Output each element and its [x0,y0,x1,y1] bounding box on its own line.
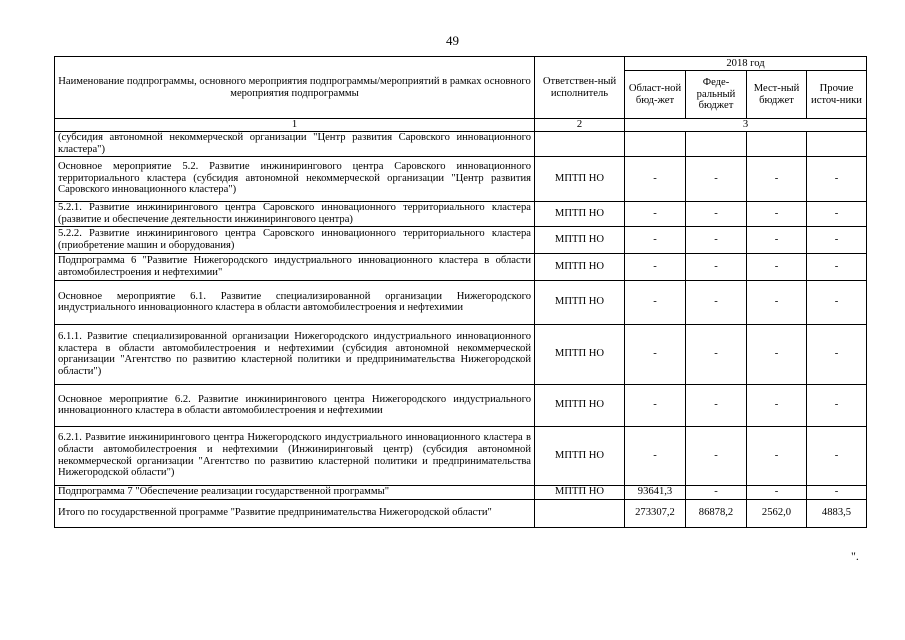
row-value-federal: - [686,485,747,499]
table-row [55,426,867,485]
page-number: 49 [446,33,459,48]
table-row [55,131,867,156]
row-name: Основное мероприятие 6.2. Развитие инжинирингового центра Нижегородского индустриального инновационного кластера в области автомобилестроения и нефтехимии [55,384,535,426]
row-value-other: - [807,226,867,253]
row-executor: МПТП НО [535,201,625,226]
row-value-other: - [807,426,867,485]
row-value-local: - [747,485,807,499]
col-number-3: 3 [625,119,867,132]
header-budget-federal: Феде-ральный бюджет [686,71,747,119]
row-value-other: - [807,384,867,426]
row-name: Подпрограмма 7 "Обеспечение реализации государственной программы" [55,485,535,499]
table-row [55,253,867,280]
row-name: Основное мероприятие 6.1. Развитие специализированной организации Нижегородского индустриального инновационного кластера в области автомобилестроения и нефтехимии [55,280,535,324]
row-value-other: 4883,5 [807,499,867,527]
header-executor: Ответствен-ный исполнитель [535,57,625,119]
row-executor [535,131,625,156]
table-row [55,485,867,499]
row-value-local [747,131,807,156]
row-name: Подпрограмма 6 "Развитие Нижегородского индустриального инновационного кластера в области автомобилестроения и нефтехимии" [55,253,535,280]
row-value-regional: - [625,226,686,253]
row-value-federal: - [686,426,747,485]
closing-quote-mark: ". [851,549,859,563]
row-value-other: - [807,201,867,226]
row-value-federal: - [686,201,747,226]
row-value-federal: - [686,226,747,253]
table-row-total [55,499,867,527]
row-value-local: - [747,156,807,201]
table-row [55,280,867,324]
row-executor: МПТП НО [535,485,625,499]
table-row [55,324,867,384]
row-value-local: - [747,226,807,253]
row-name: 5.2.1. Развитие инжинирингового центра Саровского инновационного территориального кластера (развитие и обеспечение деятельности инжинирингового центра) [55,201,535,226]
row-value-federal [686,131,747,156]
row-value-other: - [807,485,867,499]
row-value-local: - [747,324,807,384]
row-value-federal: - [686,280,747,324]
row-value-regional: 93641,3 [625,485,686,499]
budget-table [54,56,867,528]
row-name: 6.2.1. Развитие инжинирингового центра Нижегородского индустриального инновационного кластера в области автомобилестроения и нефтехимии (Инжиниринговый центр) (субсидия автономной некоммерческой организации "Агентство по развитию кластерной политики и предпринимательства Нижегородской области") [55,426,535,485]
header-budget-regional: Област-ной бюд-жет [625,71,686,119]
row-value-regional [625,131,686,156]
row-executor: МПТП НО [535,226,625,253]
row-executor: МПТП НО [535,324,625,384]
row-value-other [807,131,867,156]
row-name: 6.1.1. Развитие специализированной организации Нижегородского индустриального инновационного кластера в области автомобилестроения и нефтехимии (субсидия автономной некоммерческой организации "Агентство по развитию кластерной политики и предпринимательства Нижегородской области") [55,324,535,384]
row-value-local: 2562,0 [747,499,807,527]
row-name: Итого по государственной программе "Развитие предпринимательства Нижегородской области" [55,499,535,527]
row-value-local: - [747,201,807,226]
row-value-local: - [747,426,807,485]
row-name: 5.2.2. Развитие инжинирингового центра Саровского инновационного территориального кластера (приобретение машин и оборудования) [55,226,535,253]
table-row [55,201,867,226]
row-value-regional: - [625,280,686,324]
row-value-federal: - [686,156,747,201]
row-value-federal: - [686,253,747,280]
row-value-federal: 86878,2 [686,499,747,527]
row-value-federal: - [686,384,747,426]
row-executor: МПТП НО [535,384,625,426]
col-number-2: 2 [535,119,625,132]
row-value-regional: - [625,384,686,426]
row-value-regional: - [625,324,686,384]
header-year: 2018 год [625,57,867,71]
row-executor: МПТП НО [535,426,625,485]
row-value-other: - [807,253,867,280]
row-value-local: - [747,253,807,280]
col-number-1: 1 [55,119,535,132]
row-value-other: - [807,280,867,324]
row-value-regional: - [625,253,686,280]
row-value-other: - [807,156,867,201]
row-value-federal: - [686,324,747,384]
row-value-local: - [747,384,807,426]
row-value-other: - [807,324,867,384]
row-executor: МПТП НО [535,156,625,201]
row-value-regional: 273307,2 [625,499,686,527]
row-name: Основное мероприятие 5.2. Развитие инжинирингового центра Саровского инновационного территориального кластера (субсидия автономной некоммерческой организации "Центр развития Саровского инновационного кластера") [55,156,535,201]
table-row [55,156,867,201]
row-executor: МПТП НО [535,280,625,324]
header-name: Наименование подпрограммы, основного мероприятия подпрограммы/мероприятий в рамках основного мероприятия подпрограммы [55,57,535,119]
row-executor [535,499,625,527]
row-name: (субсидия автономной некоммерческой организации "Центр развития Саровского инновационного кластера") [55,131,535,156]
row-value-regional: - [625,201,686,226]
row-value-regional: - [625,156,686,201]
row-value-regional: - [625,426,686,485]
header-budget-other: Прочие источ-ники [807,71,867,119]
row-executor: МПТП НО [535,253,625,280]
table-row [55,384,867,426]
header-budget-local: Мест-ный бюджет [747,71,807,119]
row-value-local: - [747,280,807,324]
table-row [55,226,867,253]
